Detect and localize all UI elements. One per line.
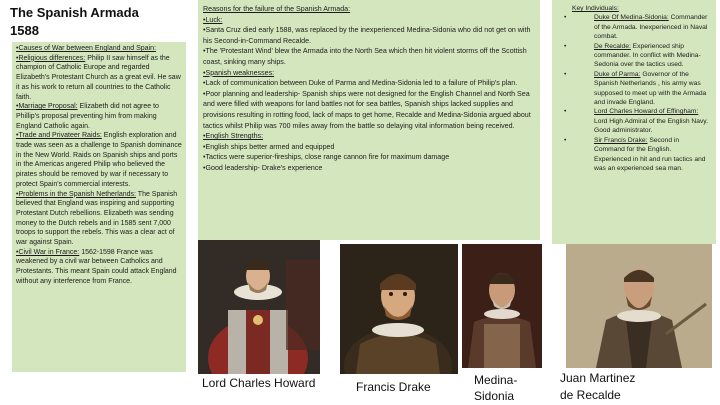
key-individual-item: • Lord Charles Howard of Effingham: Lord High Admiral of the English Navy. Good administrator. <box>564 108 708 135</box>
cause-trade: •Trade and Privateer Raids: English exploration and trade was seen as a challenge to Spanish dominance in the New World. Raids on Spanish ships and ports in the Americas angered Philip who believed the pirates should be removed by war if necessary to protect Spain's commercial interests. <box>16 132 182 188</box>
cause-netherlands: •Problems in the Spanish Netherlands: The Spanish believed that England was inspiring and supporting Protestant Dutch rebellions. Elizabeth was sending money to the Dutch rebels and in 1585 sent 7,000 troops to support the rebels. This was a clear act of war against Spain. <box>16 190 178 247</box>
portrait-caption <box>474 372 517 404</box>
key-individuals-heading: Key Individuals: <box>572 5 619 12</box>
reason-item: •Lack of communication between Duke of Parma and Medina-Sidonia led to a failure of Philip's plan. <box>203 79 518 88</box>
page-title: The Spanish Armada 1588 <box>10 5 139 38</box>
portrait-caption: Francis Drake <box>356 380 431 394</box>
caption-line: Medina- <box>474 373 518 387</box>
portrait-medina-sidonia <box>462 244 542 368</box>
reason-item: •English ships better armed and equipped <box>203 142 335 151</box>
cause-religious: •Religious differences: Philip II saw himself as the champion of Catholic Europe and regarded Elizabeth's Protestant Church as a great evil. He saw it as his work to return all countries to the Catholic faith. <box>16 54 181 101</box>
cause-marriage: •Marriage Proposal: Elizabeth did not agree to Phillip's proposal preventing him from making England Catholic again. <box>16 103 159 130</box>
key-individual-item: • Sir Francis Drake: Second in Command for the English. Experienced in hit and run tactics and was an experienced sea man. <box>564 136 706 172</box>
portrait-lord-charles-howard <box>198 240 320 374</box>
portrait-juan-martinez-de-recalde <box>566 244 712 368</box>
key-individuals-box <box>552 0 716 244</box>
bullet-icon: • <box>564 14 567 22</box>
key-individual-item: • Duke Of Medina-Sidonia: Commander of the Armada. Inexperienced in Naval combat. <box>564 14 708 41</box>
reasons-heading: Reasons for the failure of the Spanish Armada: <box>203 5 351 13</box>
portrait-francis-drake <box>340 244 458 374</box>
key-individual-item: • De Recalde: Experienced ship commander. In conflict with Medina-Sedonia over the tactics used. <box>564 42 701 69</box>
reason-item: •The 'Protestant Wind' blew the Armada into the North Sea which then hit violent storms off the Scottish coast, sinking many ships. <box>203 47 527 66</box>
reason-luck-heading: •Luck: <box>203 15 223 24</box>
reason-item: •Good leadership- Drake's experience <box>203 163 323 172</box>
bullet-icon: • <box>564 42 567 50</box>
reasons-for-failure-box <box>198 0 540 240</box>
key-individuals-list <box>558 13 710 173</box>
bullet-icon: • <box>564 136 567 144</box>
caption-line: Sidonia <box>474 389 515 403</box>
portrait-caption <box>560 370 635 404</box>
reason-weaknesses-heading: •Spanish weaknesses: <box>203 68 275 77</box>
reason-item: •Santa Cruz died early 1588, was replaced by the inexperienced Medina-Sidonia who did not get on with his Second-in-Command Recalde. <box>203 26 531 45</box>
reason-item: •Tactics were superior-fireships, close range cannon fire for maximum damage <box>203 153 450 162</box>
cause-france: •Civil War in France: 1562-1598 France was weakened by a civil war between Catholics and Protestants. This meant Spain could attack England without any interference from France. <box>16 248 177 285</box>
causes-heading: •Causes of War between England and Spain: <box>16 45 156 52</box>
portrait-caption: Lord Charles Howard <box>202 376 316 390</box>
reason-strengths-heading: •English Strengths: <box>203 132 264 141</box>
caption-line: de Recalde <box>560 388 621 402</box>
bullet-icon: • <box>564 108 567 116</box>
causes-of-war-box <box>12 42 186 372</box>
key-individual-item: • Duke of Parma: Governor of the Spanish Netherlands , his army was supposed to meet up with the Armada and invade England. <box>564 70 707 107</box>
bullet-icon: • <box>564 70 567 78</box>
reason-item: •Poor planning and leadership- Spanish ships were not designed for the English Channel and North Sea and were filled with weapons for land battles not for sea battles, Spanish ships lacked supplies and provisions resulting in rotting food, lack of maps to get home, Recalde and Medina-Sidonia argued about tactics whilst Philip was 700 miles away from the battle so delaying vital information being received. <box>203 89 531 130</box>
caption-line: Juan Martinez <box>560 371 636 385</box>
